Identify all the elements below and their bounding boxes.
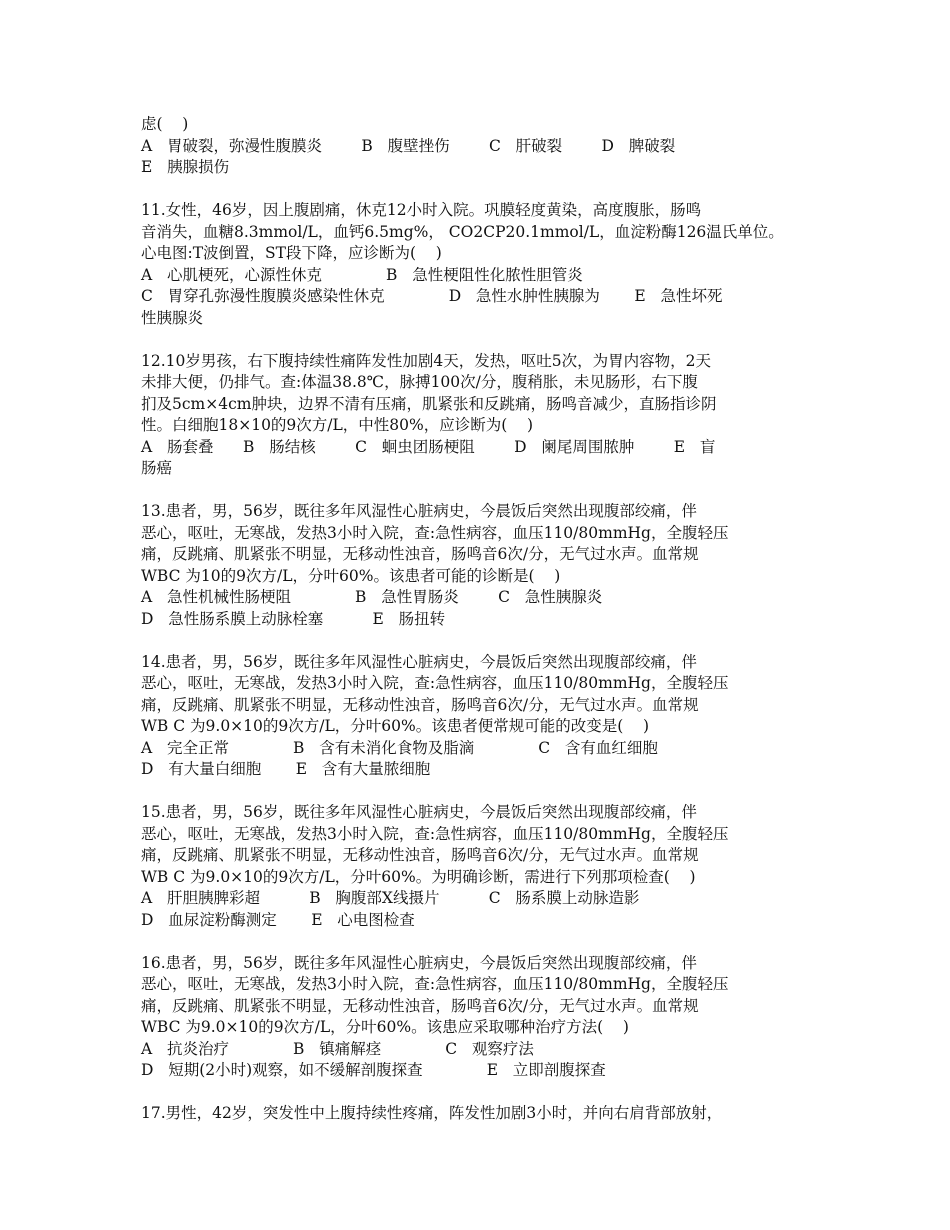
text-line: 11.女性，46岁，因上腹剧痛，休克12小时入院。巩膜轻度黄染，高度腹胀，肠鸣 bbox=[141, 201, 702, 219]
text-line: 17.男性，42岁，突发性中上腹持续性疼痛，阵发性加剧3小时，并向右肩背部放射， bbox=[141, 1104, 723, 1122]
text-line: A 完全正常 B 含有未消化食物及脂滴 C 含有血红细胞 bbox=[141, 738, 658, 757]
text-line: 痛，反跳痛、肌紧张不明显，无移动性浊音，肠鸣音6次/分，无气过水声。血常规 bbox=[141, 695, 699, 714]
text-line: A 急性机械性肠梗阻 B 急性胃肠炎 C 急性胰腺炎 bbox=[141, 588, 603, 606]
text-line: 14.患者，男，56岁，既往多年风湿性心脏病史，今晨饭后突然出现腹部绞痛，伴 bbox=[141, 652, 697, 671]
question-q14 bbox=[141, 652, 821, 781]
text-line: 心电图:T波倒置，ST段下降，应诊断为( ) bbox=[141, 244, 442, 262]
text-line: A 抗炎治疗 B 镇痛解痉 C 观察疗法 bbox=[141, 1039, 534, 1058]
text-line: 痛，反跳痛、肌紧张不明显，无移动性浊音，肠鸣音6次/分，无气过水声。血常规 bbox=[141, 996, 699, 1015]
text-line: WBC 为10的9次方/L，分叶60%。该患者可能的诊断是( ) bbox=[141, 566, 561, 585]
text-line: D 急性肠系膜上动脉栓塞 E 肠扭转 bbox=[141, 609, 446, 628]
text-line: C 胃穿孔弥漫性腹膜炎感染性休克 D 急性水肿性胰腺为 E 急性坏死 bbox=[141, 287, 723, 305]
text-line: 12.10岁男孩，右下腹持续性痛阵发性加剧4天，发热，呕吐5次，为胃内容物，2天 bbox=[141, 351, 711, 370]
text-line: WB C 为9.0×10的9次方/L，分叶60%。该患者便常规可能的改变是( ) bbox=[141, 717, 650, 735]
text-line: 音消失，血糖8.3mmol/L，血钙6.5mg%， CO2CP20.1mmol/L，血淀粉酶126温氏单位。 bbox=[141, 222, 784, 241]
paragraph-gap bbox=[141, 329, 821, 351]
text-line: 13.患者，男，56岁，既往多年风湿性心脏病史，今晨饭后突然出现腹部绞痛，伴 bbox=[141, 502, 697, 520]
paragraph-gap bbox=[141, 1082, 821, 1104]
text-line: A 心肌梗死，心源性休克 B 急性梗阻性化脓性胆管炎 bbox=[141, 265, 583, 284]
text-line: 痛，反跳痛、肌紧张不明显，无移动性浊音，肠鸣音6次/分，无气过水声。血常规 bbox=[141, 545, 699, 563]
question-q11 bbox=[141, 200, 821, 329]
text-line: A 胃破裂，弥漫性腹膜炎 B 腹壁挫伤 C 肝破裂 D 脾破裂 bbox=[141, 136, 676, 155]
text-line: D 有大量白细胞 E 含有大量脓细胞 bbox=[141, 760, 431, 778]
text-line: 肠癌 bbox=[141, 459, 173, 477]
text-line: 扪及5cm×4cm肿块，边界不清有压痛，肌紧张和反跳痛，肠鸣音减少，直肠指诊阴 bbox=[141, 394, 717, 413]
text-line: D 短期(2小时)观察，如不缓解剖腹探查 E 立即剖腹探查 bbox=[141, 1061, 606, 1079]
text-line: 16.患者，男，56岁，既往多年风湿性心脏病史，今晨饭后突然出现腹部绞痛，伴 bbox=[141, 953, 697, 972]
question-q16 bbox=[141, 953, 821, 1082]
text-line: 未排大便，仍排气。查:体温38.8℃，脉搏100次/分，腹稍胀，未见肠形，右下腹 bbox=[141, 373, 698, 391]
text-line: E 胰腺损伤 bbox=[141, 158, 230, 176]
text-line: WBC 为9.0×10的9次方/L，分叶60%。该患应采取哪种治疗方法( ) bbox=[141, 1018, 629, 1036]
question-q12 bbox=[141, 351, 821, 480]
document-page bbox=[141, 114, 821, 1125]
text-line: 恶心，呕吐，无寒战，发热3小时入院，查:急性病容，血压110/80mmHg，全腹轻压 bbox=[141, 975, 729, 993]
question-q13 bbox=[141, 501, 821, 630]
question-q15 bbox=[141, 802, 821, 931]
question-q10-tail bbox=[141, 114, 821, 179]
text-line: 15.患者，男，56岁，既往多年风湿性心脏病史，今晨饭后突然出现腹部绞痛，伴 bbox=[141, 803, 697, 821]
paragraph-gap bbox=[141, 931, 821, 953]
text-line: 恶心，呕吐，无寒战，发热3小时入院，查:急性病容，血压110/80mmHg，全腹轻压 bbox=[141, 824, 729, 843]
paragraph-gap bbox=[141, 480, 821, 502]
text-line: WB C 为9.0×10的9次方/L，分叶60%。为明确诊断，需进行下列那项检查( ) bbox=[141, 867, 696, 886]
text-line: D 血尿淀粉酶测定 E 心电图检查 bbox=[141, 910, 415, 929]
paragraph-gap bbox=[141, 179, 821, 201]
text-line: A 肠套叠 B 肠结核 C 蛔虫团肠梗阻 D 阑尾周围脓肿 E 盲 bbox=[141, 437, 716, 456]
text-line: 恶心，呕吐，无寒战，发热3小时入院，查:急性病容，血压110/80mmHg，全腹轻压 bbox=[141, 523, 729, 542]
paragraph-gap bbox=[141, 781, 821, 803]
text-line: 性。白细胞18×10的9次方/L，中性80%，应诊断为( ) bbox=[141, 416, 534, 434]
text-line: 性胰腺炎 bbox=[141, 308, 204, 327]
text-line: A 肝胆胰脾彩超 B 胸腹部X线摄片 C 肠系膜上动脉造影 bbox=[141, 889, 640, 907]
text-line: 痛，反跳痛、肌紧张不明显，无移动性浊音，肠鸣音6次/分，无气过水声。血常规 bbox=[141, 846, 699, 864]
text-line: 恶心，呕吐，无寒战，发热3小时入院，查:急性病容，血压110/80mmHg，全腹轻压 bbox=[141, 674, 729, 692]
question-q17 bbox=[141, 1103, 821, 1125]
text-line: 虑( ) bbox=[141, 115, 189, 133]
paragraph-gap bbox=[141, 630, 821, 652]
